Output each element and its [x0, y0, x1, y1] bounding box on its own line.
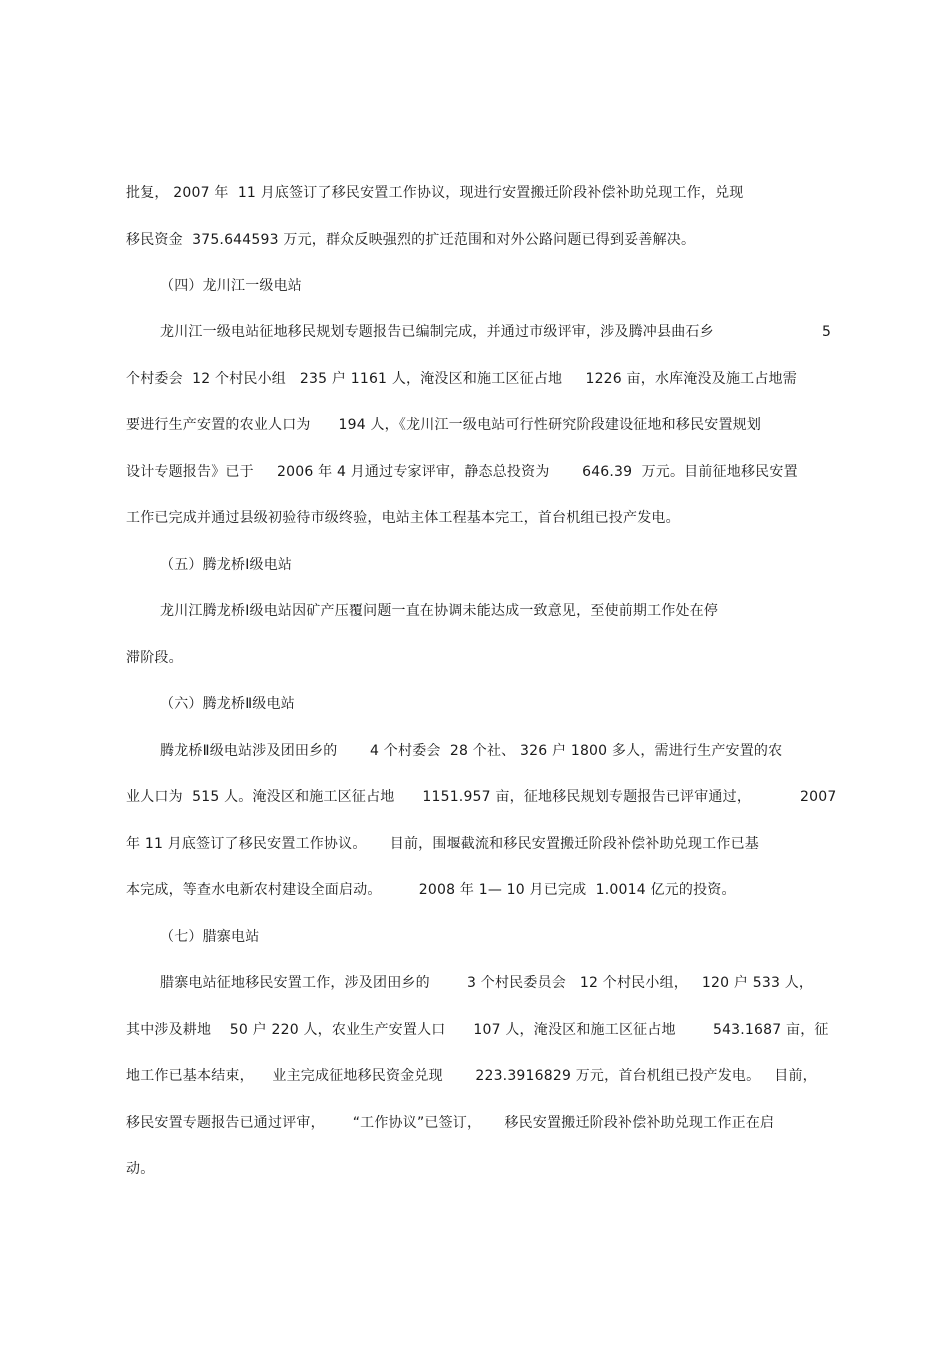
section-heading: （六）腾龙桥Ⅱ级电站: [160, 696, 295, 712]
paragraph-line: 要进行生产安置的农业人口为 194 人，《龙川江一级电站可行性研究阶段建设征地和移民安置规划: [126, 417, 762, 433]
paragraph-line: 5: [822, 324, 832, 340]
paragraph-line: 批复， 2007 年 11 月底签订了移民安置工作协议，现进行安置搬迁阶段补偿补助兑现工作，兑现: [126, 185, 744, 201]
paragraph-line: 工作已完成并通过县级初验待市级终验，电站主体工程基本完工，首台机组已投产发电。: [126, 510, 680, 526]
paragraph-line: 腾龙桥Ⅱ级电站涉及团田乡的 4 个村委会 28 个社、 326 户 1800 多人，需进行生产安置的农: [160, 743, 783, 759]
paragraph-line: 腊寨电站征地移民安置工作，涉及团田乡的 3 个村民委员会 12 个村民小组， 120 户 533 人，: [160, 975, 814, 991]
section-heading: （五）腾龙桥Ⅰ级电站: [160, 557, 293, 573]
paragraph-line: 龙川江一级电站征地移民规划专题报告已编制完成，并通过市级评审，涉及腾冲县曲石乡: [160, 324, 714, 340]
paragraph-line: 年 11 月底签订了移民安置工作协议。 目前，围堰截流和移民安置搬迁阶段补偿补助兑现工作已基: [126, 836, 759, 852]
paragraph-line: 动。: [126, 1161, 155, 1177]
paragraph-line: 移民资金 375.644593 万元，群众反映强烈的扩迁范围和对外公路问题已得到妥善解决。: [126, 232, 696, 248]
paragraph-line: 业人口为 515 人。淹没区和施工区征占地 1151.957 亩，征地移民规划专题报告已评审通过，: [126, 789, 752, 805]
section-heading: （四）龙川江一级电站: [160, 278, 302, 294]
paragraph-line: 个村委会 12 个村民小组 235 户 1161 人，淹没区和施工区征占地 1226 亩，水库淹没及施工占地需: [126, 371, 797, 387]
paragraph-line: 2007: [800, 789, 837, 805]
paragraph-line: 滞阶段。: [126, 650, 183, 666]
paragraph-line: 移民安置专题报告已通过评审， “工作协议”已签订， 移民安置搬迁阶段补偿补助兑现工作正在启: [126, 1115, 775, 1131]
paragraph-line: 本完成，等查水电新农村建设全面启动。 2008 年 1— 10 月已完成 1.0014 亿元的投资。: [126, 882, 736, 898]
paragraph-line: 其中涉及耕地 50 户 220 人，农业生产安置人口 107 人，淹没区和施工区征占地 543.1687 亩，征: [126, 1022, 829, 1038]
paragraph-line: 地工作已基本结束， 业主完成征地移民资金兑现 223.3916829 万元，首台机组已投产发电。 目前，: [126, 1068, 817, 1084]
paragraph-line: 设计专题报告》已于 2006 年 4 月通过专家评审，静态总投资为 646.39 万元。目前征地移民安置: [126, 464, 798, 480]
paragraph-line: 龙川江腾龙桥Ⅰ级电站因矿产压覆问题一直在协调未能达成一致意见，至使前期工作处在停: [160, 603, 719, 619]
section-heading: （七）腊寨电站: [160, 929, 260, 945]
